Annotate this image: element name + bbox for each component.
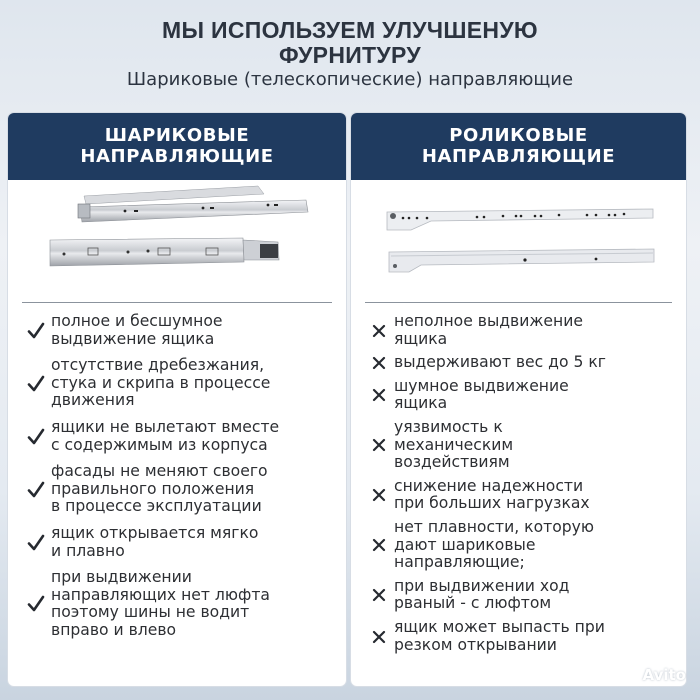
item-text: выдвижение ящика	[51, 329, 215, 348]
list-item	[8, 419, 346, 454]
panel-title	[8, 113, 346, 180]
item-text: фасады не меняют своего	[51, 462, 268, 481]
item-text: направляющих нет люфта	[51, 585, 270, 604]
hero-header	[0, 0, 700, 108]
disadvantages-list	[351, 313, 686, 660]
item-text: нет плавности, которую	[394, 517, 595, 536]
cross-icon	[369, 585, 389, 605]
check-icon	[26, 374, 46, 394]
cross-icon	[369, 353, 389, 373]
item-text: полное и бесшумное	[51, 312, 223, 330]
item-text: неполное выдвижение	[394, 312, 583, 330]
item-text: при выдвижении ход	[394, 576, 570, 595]
list-item	[8, 463, 346, 516]
item-text: ящик открывается мягко	[51, 523, 259, 542]
check-icon	[26, 321, 46, 341]
list-item	[8, 357, 346, 410]
list-item	[8, 569, 346, 639]
item-text: и плавно	[51, 541, 125, 560]
check-icon	[26, 594, 46, 614]
item-text: правильного положения	[51, 479, 255, 498]
cross-icon	[369, 627, 389, 647]
item-text: ящика	[394, 329, 448, 348]
check-icon	[26, 480, 46, 500]
list-item	[351, 378, 686, 413]
divider	[365, 302, 672, 303]
item-text: ящики не вылетают вместе	[51, 417, 280, 436]
list-item	[351, 419, 686, 472]
cross-icon	[369, 535, 389, 555]
roller-slides-panel	[351, 113, 686, 686]
item-text: при больших нагрузках	[394, 494, 590, 513]
cross-icon	[369, 485, 389, 505]
list-item	[351, 478, 686, 513]
check-icon	[26, 427, 46, 447]
list-item	[351, 578, 686, 613]
page-subtitle: Шариковые (телескопические) направляющие	[126, 69, 574, 90]
list-item	[8, 525, 346, 560]
cross-icon	[369, 385, 389, 405]
item-text: в процессе эксплуатации	[51, 497, 262, 516]
item-text: выдерживают вес до 5 кг	[394, 353, 606, 372]
item-text: отсутствие дребезжания,	[51, 356, 265, 375]
item-text: дают шариковые	[394, 535, 536, 554]
panel-title	[351, 113, 686, 180]
roller-slides-image	[351, 180, 686, 302]
ball-bearing-slides-image	[8, 180, 346, 302]
item-text: стука и скрипа в процессе	[51, 373, 271, 392]
list-item	[351, 519, 686, 572]
list-item	[8, 313, 346, 348]
item-text: направляющие;	[394, 553, 525, 572]
cross-icon	[369, 435, 389, 455]
panel-title-line-1: ШАРИКОВЫЕ	[104, 125, 250, 146]
item-text: с содержимым из корпуса	[51, 435, 268, 454]
item-text: рваный - с люфтом	[394, 594, 552, 613]
advantages-list	[8, 313, 346, 649]
cross-icon	[369, 321, 389, 341]
divider	[22, 302, 332, 303]
item-text: ящик может выпасть при	[394, 617, 605, 636]
panel-title-line-1: РОЛИКОВЫЕ	[449, 125, 588, 146]
check-icon	[26, 533, 46, 553]
title-line-1: МЫ ИСПОЛЬЗУЕМ УЛУЧШЕНУЮ	[162, 17, 538, 43]
item-text: воздействиям	[394, 453, 510, 472]
panel-title-line-2: НАПРАВЛЯЮЩИЕ	[80, 146, 274, 167]
item-text: снижение надежности	[394, 476, 584, 495]
item-text: вправо и влево	[51, 620, 177, 639]
item-text: уязвимость к	[394, 417, 503, 436]
page-title	[0, 18, 700, 68]
list-item	[351, 354, 686, 372]
ball-slides-panel	[8, 113, 346, 686]
list-item	[351, 619, 686, 654]
item-text: шумное выдвижение	[394, 376, 569, 395]
item-text: при выдвижении	[51, 568, 192, 587]
item-text: движения	[51, 391, 135, 410]
list-item	[351, 313, 686, 348]
item-text: механическим	[394, 435, 514, 454]
panel-title-line-2: НАПРАВЛЯЮЩИЕ	[421, 146, 616, 167]
item-text: поэтому шины не водит	[51, 603, 250, 622]
item-text: резком открывании	[394, 635, 557, 654]
item-text: ящика	[394, 394, 448, 413]
title-line-2: ФУРНИТУРУ	[279, 42, 421, 68]
avito-watermark: Avito	[642, 666, 686, 684]
